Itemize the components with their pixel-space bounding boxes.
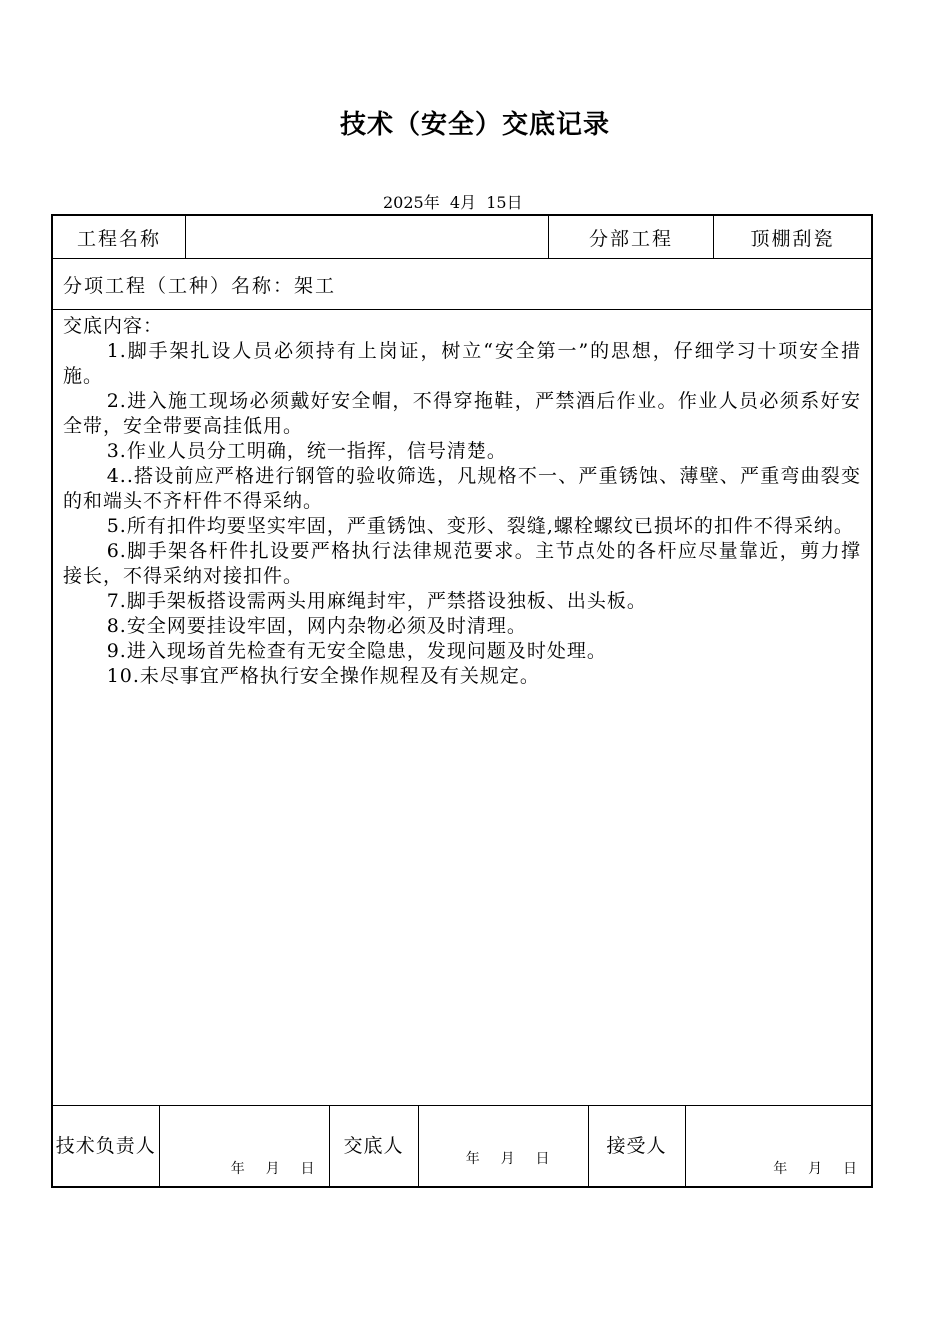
tech-lead-date: 年 月 日 xyxy=(230,1161,319,1177)
subitem-row xyxy=(52,259,872,310)
disclosure-content xyxy=(52,310,872,1106)
project-header-table xyxy=(53,216,871,258)
subitem-name: 分项工程（工种）名称：架工 xyxy=(52,259,872,310)
discloser-signature[interactable] xyxy=(418,1106,588,1188)
content-item: 1.脚手架扎设人员必须持有上岗证，树立“安全第一”的思想，仔细学习十项安全措施。 xyxy=(63,340,861,387)
tech-lead-signature[interactable] xyxy=(159,1106,329,1188)
content-heading: 交底内容： xyxy=(63,315,164,337)
content-item: 10.未尽事宜严格执行安全操作规程及有关规定。 xyxy=(106,665,540,687)
project-name-value[interactable] xyxy=(186,216,549,258)
content-item: 3.作业人员分工明确，统一指挥，信号清楚。 xyxy=(106,440,507,462)
receiver-signature[interactable] xyxy=(685,1106,872,1188)
project-row xyxy=(52,215,872,259)
tech-lead-label: 技术负责人 xyxy=(52,1106,159,1188)
discloser-date: 年 月 日 xyxy=(465,1151,554,1167)
project-row-cell xyxy=(52,215,872,259)
content-item: 5.所有扣件均要坚实牢固，严重锈蚀、变形、裂缝,螺栓螺纹已损坏的扣件不得采纳。 xyxy=(106,515,854,537)
content-item: 8.安全网要挂设牢固，网内杂物必须及时清理。 xyxy=(106,615,527,637)
disclosure-form-table xyxy=(51,214,873,1188)
signature-row xyxy=(52,1106,872,1188)
receiver-date: 年 月 日 xyxy=(773,1161,861,1177)
record-date: 2025年 4月 15日 xyxy=(383,193,523,212)
receiver-label: 接受人 xyxy=(588,1106,685,1188)
content-item: 4..搭设前应严格进行钢管的验收筛选，凡规格不一、严重锈蚀、薄壁、严重弯曲裂变的和端头不齐杆件不得采纳。 xyxy=(63,465,861,512)
content-item: 6.脚手架各杆件扎设要严格执行法律规范要求。主节点处的各杆应尽量靠近，剪力撑接长，不得采纳对接扣件。 xyxy=(63,540,861,587)
page-title: 技术（安全）交底记录 xyxy=(339,110,610,140)
discloser-label: 交底人 xyxy=(329,1106,418,1188)
project-name-label: 工程名称 xyxy=(76,227,161,250)
content-item: 9.进入现场首先检查有无安全隐患，发现问题及时处理。 xyxy=(106,640,607,662)
content-item: 7.脚手架板搭设需两头用麻绳封牢，严禁搭设独板、出头板。 xyxy=(106,590,647,612)
content-item: 2.进入施工现场必须戴好安全帽，不得穿拖鞋，严禁酒后作业。作业人员必须系好安全带，安全带要高挂低用。 xyxy=(63,390,861,437)
content-row xyxy=(52,310,872,1106)
division-label: 分部工程 xyxy=(549,216,714,258)
division-value: 顶棚刮瓷 xyxy=(714,216,872,258)
